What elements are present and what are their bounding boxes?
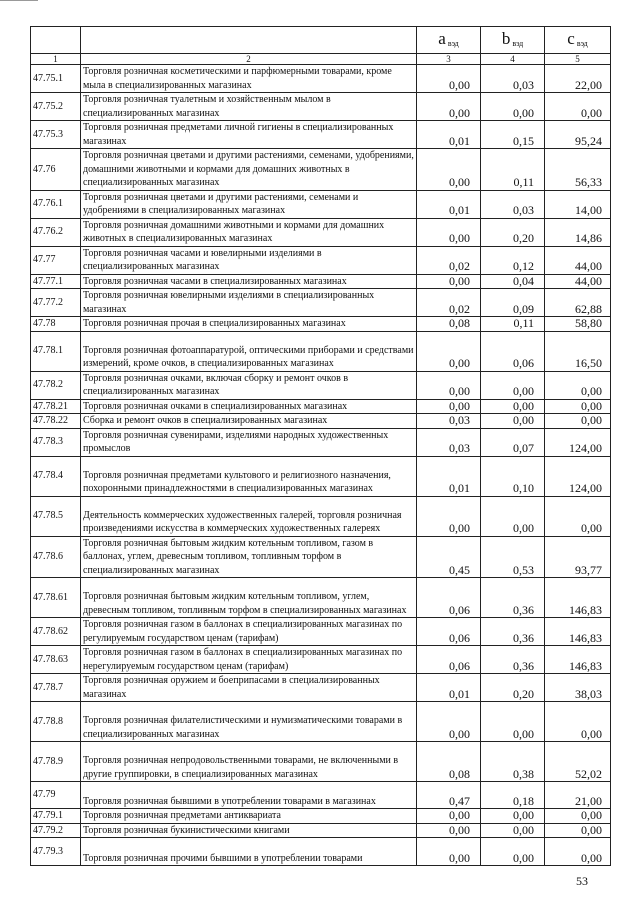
row-name: Торговля розничная цветами и другими растениями, семенами и удобрениями в специализированных магазинах — [81, 190, 417, 218]
row-value-a: 0,00 — [417, 399, 481, 414]
header-cell-b — [481, 27, 545, 54]
row-name: Торговля розничная предметами культового и религиозного назначения, похоронными принадлежностями в специализированных магазинах — [81, 456, 417, 496]
row-value-b: 0,00 — [481, 414, 545, 429]
row-value-c: 22,00 — [545, 65, 611, 93]
row-value-c: 0,00 — [545, 371, 611, 399]
header-a-label: a — [438, 28, 446, 48]
row-value-b: 0,53 — [481, 536, 545, 578]
row-value-b: 0,00 — [481, 823, 545, 838]
row-code: 47.76.1 — [31, 190, 81, 218]
row-value-c: 124,00 — [545, 456, 611, 496]
table-row — [31, 149, 611, 191]
row-value-b: 0,18 — [481, 782, 545, 809]
row-name: Торговля розничная прочая в специализированных магазинах — [81, 317, 417, 332]
row-value-a: 0,03 — [417, 428, 481, 456]
header-cell-c — [545, 27, 611, 54]
row-name: Торговля розничная домашними животными и кормами для домашних животных в специализированных магазинах — [81, 218, 417, 246]
row-value-a: 0,01 — [417, 190, 481, 218]
row-value-b: 0,12 — [481, 246, 545, 274]
table-row — [31, 618, 611, 646]
row-value-c: 44,00 — [545, 274, 611, 289]
row-name: Торговля розничная предметами личной гигиены в специализированных магазинах — [81, 121, 417, 149]
row-value-c: 93,77 — [545, 536, 611, 578]
row-code: 47.78.9 — [31, 742, 81, 782]
row-value-a: 0,06 — [417, 578, 481, 618]
row-value-c: 52,02 — [545, 742, 611, 782]
row-name: Торговля розничная ювелирными изделиями в специализированных магазинах — [81, 289, 417, 317]
row-value-a: 0,00 — [417, 65, 481, 93]
row-value-a: 0,03 — [417, 414, 481, 429]
row-value-b: 0,00 — [481, 93, 545, 121]
row-value-a: 0,02 — [417, 289, 481, 317]
table-row — [31, 536, 611, 578]
row-value-c: 0,00 — [545, 823, 611, 838]
table-row — [31, 93, 611, 121]
row-value-b: 0,04 — [481, 274, 545, 289]
row-value-b: 0,36 — [481, 618, 545, 646]
row-value-b: 0,20 — [481, 674, 545, 702]
row-value-a: 0,00 — [417, 93, 481, 121]
row-value-c: 0,00 — [545, 496, 611, 536]
row-value-a: 0,00 — [417, 809, 481, 824]
header-b-subscript: вэд — [512, 38, 524, 48]
table-row — [31, 399, 611, 414]
row-name: Торговля розничная предметами антиквариата — [81, 809, 417, 824]
header-a-subscript: вэд — [447, 38, 459, 48]
row-value-a: 0,00 — [417, 838, 481, 866]
row-value-c: 0,00 — [545, 809, 611, 824]
column-index-row — [31, 54, 611, 65]
row-value-c: 62,88 — [545, 289, 611, 317]
row-value-b: 0,00 — [481, 399, 545, 414]
page-number: 53 — [576, 874, 588, 888]
table-row — [31, 218, 611, 246]
row-value-b: 0,38 — [481, 742, 545, 782]
table-row — [31, 371, 611, 399]
row-value-c: 0,00 — [545, 414, 611, 429]
row-value-b: 0,11 — [481, 149, 545, 191]
row-code: 47.78.21 — [31, 399, 81, 414]
header-cell-a — [417, 27, 481, 54]
table-row — [31, 65, 611, 93]
table-row — [31, 782, 611, 809]
row-code: 47.78.61 — [31, 578, 81, 618]
row-code: 47.78.4 — [31, 456, 81, 496]
table-row — [31, 121, 611, 149]
row-name: Торговля розничная туалетным и хозяйственным мылом в специализированных магазинах — [81, 93, 417, 121]
row-value-c: 58,80 — [545, 317, 611, 332]
row-value-c: 56,33 — [545, 149, 611, 191]
row-value-b: 0,15 — [481, 121, 545, 149]
row-name: Торговля розничная очками, включая сборку и ремонт очков в специализированных магазинах — [81, 371, 417, 399]
row-name: Торговля розничная газом в баллонах в специализированных магазинах по нерегулируемым государством ценам (тарифам) — [81, 646, 417, 674]
row-value-c: 95,24 — [545, 121, 611, 149]
row-value-c: 0,00 — [545, 93, 611, 121]
row-value-c: 0,00 — [545, 838, 611, 866]
row-value-b: 0,00 — [481, 496, 545, 536]
row-value-b: 0,10 — [481, 456, 545, 496]
row-value-a: 0,01 — [417, 674, 481, 702]
row-value-c: 44,00 — [545, 246, 611, 274]
row-name: Деятельность коммерческих художественных галерей, торговля розничная произведениями искусства в коммерческих художественных галереях — [81, 496, 417, 536]
row-code: 47.75.3 — [31, 121, 81, 149]
row-code: 47.76.2 — [31, 218, 81, 246]
row-value-c: 38,03 — [545, 674, 611, 702]
row-code: 47.78.62 — [31, 618, 81, 646]
row-name: Торговля розничная прочими бывшими в употреблении товарами — [81, 838, 417, 866]
row-code: 47.79 — [31, 782, 81, 809]
row-value-a: 0,00 — [417, 496, 481, 536]
column-index-5: 5 — [545, 54, 611, 65]
row-code: 47.77 — [31, 246, 81, 274]
table-row — [31, 702, 611, 742]
row-name: Торговля розничная газом в баллонах в специализированных магазинах по регулируемым государством ценам (тарифам) — [81, 618, 417, 646]
row-value-c: 14,86 — [545, 218, 611, 246]
row-value-a: 0,00 — [417, 149, 481, 191]
header-cell-code — [31, 27, 81, 54]
row-code: 47.75.1 — [31, 65, 81, 93]
row-value-b: 0,36 — [481, 646, 545, 674]
row-value-a: 0,00 — [417, 331, 481, 371]
row-name: Торговля розничная часами в специализированных магазинах — [81, 274, 417, 289]
table-row — [31, 838, 611, 866]
row-code: 47.78.6 — [31, 536, 81, 578]
row-value-b: 0,03 — [481, 65, 545, 93]
row-name: Торговля розничная бытовым жидким котельным топливом, газом в баллонах, углем, древесным топливом, топливным торфом в специализированных магазинах — [81, 536, 417, 578]
table-row — [31, 809, 611, 824]
row-value-b: 0,06 — [481, 331, 545, 371]
row-code: 47.78.2 — [31, 371, 81, 399]
table-row — [31, 674, 611, 702]
row-code: 47.79.3 — [31, 838, 81, 866]
row-code: 47.78.63 — [31, 646, 81, 674]
row-value-a: 0,01 — [417, 456, 481, 496]
table-row — [31, 646, 611, 674]
row-value-b: 0,03 — [481, 190, 545, 218]
row-code: 47.77.1 — [31, 274, 81, 289]
row-value-c: 146,83 — [545, 646, 611, 674]
table-row — [31, 578, 611, 618]
row-code: 47.76 — [31, 149, 81, 191]
table-row — [31, 331, 611, 371]
row-name: Торговля розничная филателистическими и нумизматическими товарами в специализированных магазинах — [81, 702, 417, 742]
header-b-label: b — [501, 28, 511, 48]
row-value-a: 0,00 — [417, 823, 481, 838]
row-value-b: 0,07 — [481, 428, 545, 456]
table-row — [31, 456, 611, 496]
row-code: 47.78.3 — [31, 428, 81, 456]
row-value-b: 0,00 — [481, 809, 545, 824]
header-c-subscript: вэд — [576, 38, 588, 48]
column-index-2: 2 — [81, 54, 417, 65]
row-name: Торговля розничная цветами и другими растениями, семенами, удобрениями, домашними животными и кормами для домашних животных в специализированных магазинах — [81, 149, 417, 191]
row-code: 47.78.5 — [31, 496, 81, 536]
row-code: 47.78.22 — [31, 414, 81, 429]
row-value-b: 0,11 — [481, 317, 545, 332]
row-value-a: 0,06 — [417, 618, 481, 646]
row-name: Торговля розничная оружием и боеприпасами в специализированных магазинах — [81, 674, 417, 702]
row-value-c: 146,83 — [545, 578, 611, 618]
row-value-c: 0,00 — [545, 702, 611, 742]
row-value-b: 0,20 — [481, 218, 545, 246]
row-name: Сборка и ремонт очков в специализированных магазинах — [81, 414, 417, 429]
row-name: Торговля розничная бытовым жидким котельным топливом, углем, древесным топливом, топливным торфом в специализированных магазинах — [81, 578, 417, 618]
row-value-c: 124,00 — [545, 428, 611, 456]
row-name: Торговля розничная букинистическими книгами — [81, 823, 417, 838]
row-name: Торговля розничная бывшими в употреблении товарами в магазинах — [81, 782, 417, 809]
row-code: 47.78 — [31, 317, 81, 332]
column-index-4: 4 — [481, 54, 545, 65]
row-value-a: 0,02 — [417, 246, 481, 274]
row-code: 47.78.8 — [31, 702, 81, 742]
row-code: 47.79.2 — [31, 823, 81, 838]
row-code: 47.78.7 — [31, 674, 81, 702]
row-value-a: 0,06 — [417, 646, 481, 674]
row-value-a: 0,45 — [417, 536, 481, 578]
row-value-c: 16,50 — [545, 331, 611, 371]
row-name: Торговля розничная косметическими и парфюмерными товарами, кроме мыла в специализированных магазинах — [81, 65, 417, 93]
row-value-c: 146,83 — [545, 618, 611, 646]
row-value-a: 0,08 — [417, 317, 481, 332]
row-value-a: 0,01 — [417, 121, 481, 149]
row-value-c: 21,00 — [545, 782, 611, 809]
row-value-c: 0,00 — [545, 399, 611, 414]
row-value-a: 0,47 — [417, 782, 481, 809]
row-value-a: 0,08 — [417, 742, 481, 782]
row-name: Торговля розничная фотоаппаратурой, оптическими приборами и средствами измерений, кроме очков, в специализированных магазинах — [81, 331, 417, 371]
row-value-c: 14,00 — [545, 190, 611, 218]
row-value-b: 0,00 — [481, 838, 545, 866]
table-row — [31, 414, 611, 429]
table-row — [31, 289, 611, 317]
table-row — [31, 190, 611, 218]
document-page — [30, 26, 610, 866]
header-cell-name — [81, 27, 417, 54]
row-name: Торговля розничная очками в специализированных магазинах — [81, 399, 417, 414]
row-code: 47.75.2 — [31, 93, 81, 121]
column-index-3: 3 — [417, 54, 481, 65]
table-row — [31, 317, 611, 332]
row-value-b: 0,09 — [481, 289, 545, 317]
scan-edge-line — [0, 0, 38, 1]
table-row — [31, 496, 611, 536]
row-code: 47.77.2 — [31, 289, 81, 317]
column-index-1: 1 — [31, 54, 81, 65]
row-value-b: 0,00 — [481, 371, 545, 399]
row-code: 47.79.1 — [31, 809, 81, 824]
table-row — [31, 428, 611, 456]
row-value-b: 0,36 — [481, 578, 545, 618]
row-name: Торговля розничная часами и ювелирными изделиями в специализированных магазинах — [81, 246, 417, 274]
row-code: 47.78.1 — [31, 331, 81, 371]
row-value-a: 0,00 — [417, 218, 481, 246]
row-value-a: 0,00 — [417, 702, 481, 742]
table-row — [31, 823, 611, 838]
header-row — [31, 27, 611, 54]
row-value-b: 0,00 — [481, 702, 545, 742]
row-value-a: 0,00 — [417, 371, 481, 399]
table-row — [31, 742, 611, 782]
table-row — [31, 246, 611, 274]
okved-coefficients-table — [30, 26, 611, 866]
row-name: Торговля розничная сувенирами, изделиями народных художественных промыслов — [81, 428, 417, 456]
table-row — [31, 274, 611, 289]
row-name: Торговля розничная непродовольственными товарами, не включенными в другие группировки, в специализированных магазинах — [81, 742, 417, 782]
row-value-a: 0,00 — [417, 274, 481, 289]
header-c-label: c — [567, 28, 575, 48]
